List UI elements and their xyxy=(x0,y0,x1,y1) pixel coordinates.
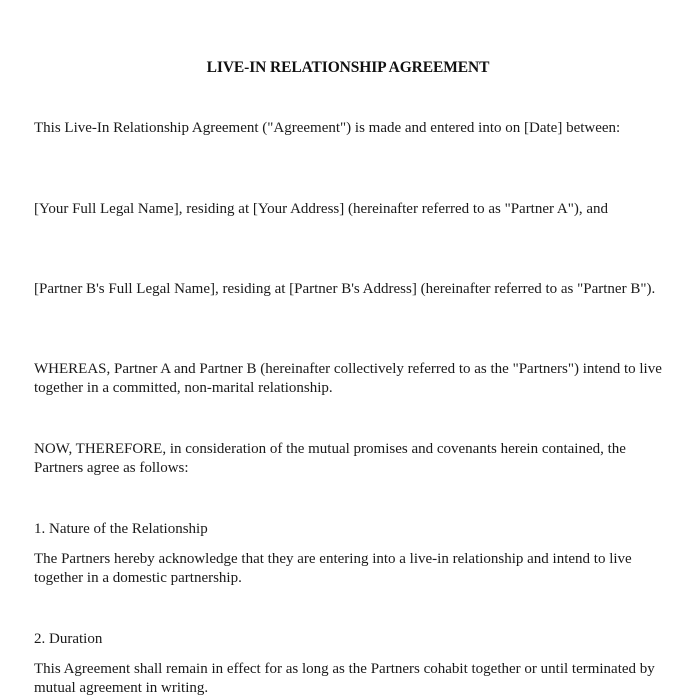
document-title: LIVE-IN RELATIONSHIP AGREEMENT xyxy=(206,59,490,76)
section-heading-nature: 1. Nature of the Relationship xyxy=(34,521,208,537)
duration-paragraph: This Agreement shall remain in effect for as long as the Partners cohabit together or until terminated by mutual agreement in writing. xyxy=(34,661,655,696)
whereas-paragraph: WHEREAS, Partner A and Partner B (hereinafter collectively referred to as the "Partners") intend to live together in a committed, non-marital relationship. xyxy=(34,361,662,396)
partner-b-paragraph: [Partner B's Full Legal Name], residing at [Partner B's Address] (hereinafter referred to as "Partner B"). xyxy=(34,281,656,297)
intro-paragraph: This Live-In Relationship Agreement ("Agreement") is made and entered into on [Date] between: xyxy=(34,120,621,136)
now-therefore-paragraph: NOW, THEREFORE, in consideration of the mutual promises and covenants herein contained, the Partners agree as follows: xyxy=(34,441,626,476)
section-heading-duration: 2. Duration xyxy=(34,631,103,647)
nature-paragraph: The Partners hereby acknowledge that they are entering into a live-in relationship and intend to live together in a domestic partnership. xyxy=(34,551,632,586)
partner-a-paragraph: [Your Full Legal Name], residing at [Your Address] (hereinafter referred to as "Partner A"), and xyxy=(34,201,609,217)
